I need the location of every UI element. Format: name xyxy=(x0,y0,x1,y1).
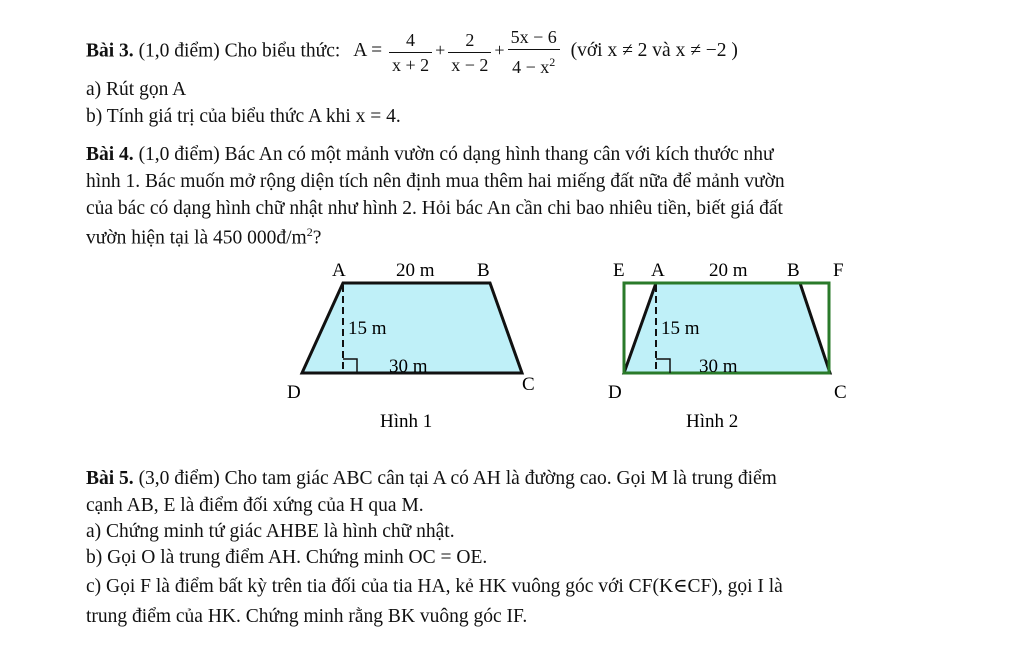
fraction-3 xyxy=(508,26,560,78)
plus-sign-1: + xyxy=(435,40,446,61)
figure-1 xyxy=(287,260,535,432)
bai5-line-1-text: (3,0 điểm) Cho tam giác ABC cân tại A có AH là đường cao. Gọi M là trung điểm xyxy=(138,468,777,489)
figure-1-label-A: A xyxy=(332,260,346,281)
bai5-line-2: cạnh AB, E là điểm đối xứng của H qua M. xyxy=(86,495,424,516)
bai5-part-c-line-1: c) Gọi F là điểm bất kỳ trên tia đối của tia HA, kẻ HK vuông góc với CF(K∈CF), gọi I là xyxy=(86,576,783,597)
bai4-line-2: hình 1. Bác muốn mở rộng diện tích nên định mua thêm hai miếng đất nữa để mảnh vườn xyxy=(86,171,785,192)
bai3-part-a: a) Rút gọn A xyxy=(86,79,187,100)
bai4-line-4-text: vườn hiện tại là 450 000đ/m xyxy=(86,227,307,249)
fraction-3-denominator-base: 4 − x xyxy=(512,57,550,77)
fraction-1 xyxy=(389,29,432,76)
plus-sign-2: + xyxy=(494,40,505,61)
figure-1-label-bottom: 30 m xyxy=(389,356,428,377)
fraction-3-numerator: 5x − 6 xyxy=(508,26,560,50)
figure-1-label-B: B xyxy=(477,260,490,281)
figure-1-label-height: 15 m xyxy=(348,318,387,339)
bai3-part-b: b) Tính giá trị của biểu thức A khi x = 4. xyxy=(86,106,401,127)
fraction-1-denominator: x + 2 xyxy=(391,54,430,75)
bai3-expression-line xyxy=(86,26,738,78)
fraction-2-numerator: 2 xyxy=(448,29,491,53)
figure-2-caption: Hình 2 xyxy=(686,411,739,432)
bai5-part-b: b) Gọi O là trung điểm AH. Chứng minh OC = OE. xyxy=(86,547,488,568)
figure-2-label-height: 15 m xyxy=(661,318,700,339)
expr-lhs: A = xyxy=(353,40,383,62)
figure-1-label-D: D xyxy=(287,382,301,403)
fraction-3-denominator xyxy=(508,50,560,78)
figure-2-label-C: C xyxy=(834,382,847,403)
figure-2-label-B: B xyxy=(787,260,800,281)
figure-2-label-D: D xyxy=(608,382,622,403)
bai4-line-1 xyxy=(86,144,774,166)
bai5-line-1 xyxy=(86,468,777,490)
figure-1-label-top: 20 m xyxy=(396,260,435,281)
bai4-title: Bài 4. xyxy=(86,144,134,165)
bai3-title: Bài 3. xyxy=(86,40,134,62)
bai3-condition: (với x ≠ 2 và x ≠ −2 ) xyxy=(570,40,738,62)
figure-1-caption: Hình 1 xyxy=(380,411,433,432)
bai4-line-4 xyxy=(86,225,321,250)
figure-2 xyxy=(608,260,847,432)
figures-area xyxy=(0,255,1024,455)
figure-2-label-bottom: 30 m xyxy=(699,356,738,377)
bai4-line-1-text: (1,0 điểm) Bác An có một mảnh vườn có dạng hình thang cân với kích thước như xyxy=(138,144,774,165)
fraction-1-numerator: 4 xyxy=(389,29,432,53)
bai3-points: (1,0 điểm) Cho biểu thức: xyxy=(138,40,341,62)
figure-2-label-E: E xyxy=(613,260,625,281)
bai5-title: Bài 5. xyxy=(86,468,134,489)
bai4-exponent: 2 xyxy=(306,225,313,239)
figure-2-label-top: 20 m xyxy=(709,260,748,281)
bai5-part-c-line-2: trung điểm của HK. Chứng minh rằng BK vuông góc IF. xyxy=(86,606,528,627)
figure-1-label-C: C xyxy=(522,374,535,395)
bai4-line-3: của bác có dạng hình chữ nhật như hình 2. Hỏi bác An cần chi bao nhiêu tiền, biết giá đất xyxy=(86,198,783,219)
fraction-3-exponent: 2 xyxy=(549,55,556,69)
bai4-line-4-end: ? xyxy=(312,227,322,249)
bai5-part-a: a) Chứng minh tứ giác AHBE là hình chữ nhật. xyxy=(86,521,455,542)
fraction-2-denominator: x − 2 xyxy=(451,54,489,75)
fraction-2 xyxy=(448,29,491,76)
figure-2-label-A: A xyxy=(651,260,665,281)
figure-2-label-F: F xyxy=(833,260,844,281)
